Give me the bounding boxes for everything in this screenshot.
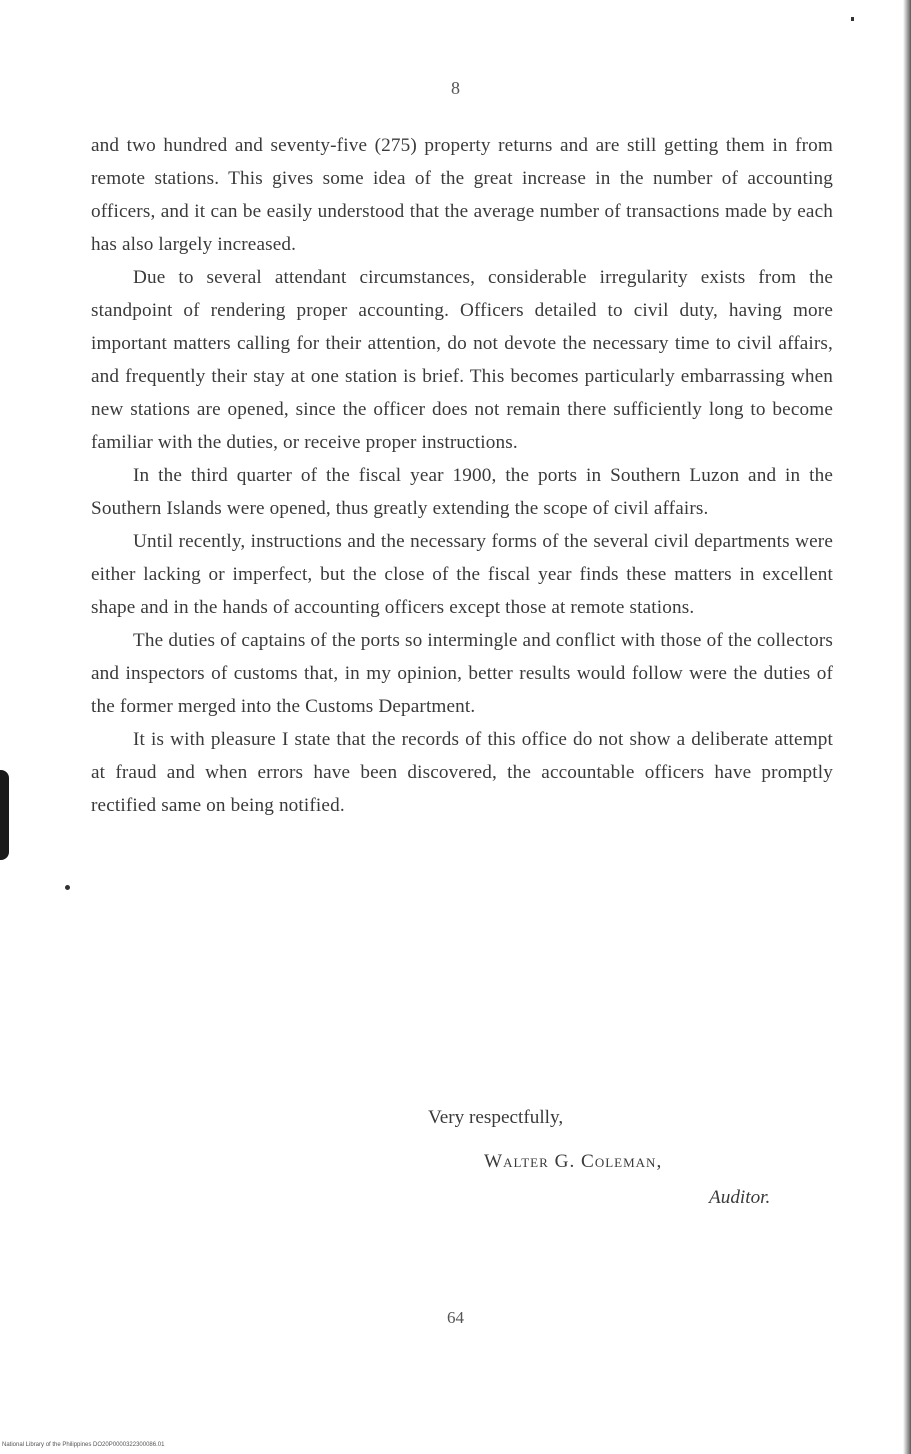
paragraph: Due to several attendant circumstances, considerable irregularity exists from the standpoint of rendering proper accounting. Officers detailed to civil duty, having more important matters calling for their attention, do not devote the necessary time to civil affairs, and frequently their stay at one station is brief. This becomes particularly embarrassing when new stations are opened, since the officer does not remain there sufficiently long to become familiar with the duties, or receive proper instructions. <box>91 267 833 453</box>
paragraph: In the third quarter of the fiscal year 1900, the ports in Southern Luzon and in the Southern Islands were opened, thus greatly extending the scope of civil affairs. <box>91 465 833 519</box>
binding-mark <box>0 770 9 860</box>
scan-credit: National Library of the Philippines DO20P0000322300086.01 <box>2 1442 165 1448</box>
page-number-top: 8 <box>451 78 460 98</box>
corner-speck <box>851 17 854 21</box>
signer-title: Auditor. <box>709 1187 771 1208</box>
paragraph: It is with pleasure I state that the records of this office do not show a deliberate attempt at fraud and when errors have been discovered, the accountable officers have promptly rectified same on being notified. <box>91 729 833 816</box>
page-number-bottom: 64 <box>447 1308 464 1327</box>
margin-dot <box>65 885 70 890</box>
body-text <box>91 129 833 822</box>
page-edge-shadow <box>903 0 911 1454</box>
salutation: Very respectfully, <box>428 1107 564 1128</box>
signer-name: Walter G. Coleman, <box>484 1151 663 1172</box>
paragraph: Until recently, instructions and the necessary forms of the several civil departments were either lacking or imperfect, but the close of the fiscal year finds these matters in excellent shape and in the hands of accounting officers except those at remote stations. <box>91 531 833 618</box>
paragraph: The duties of captains of the ports so intermingle and conflict with those of the collectors and inspectors of customs that, in my opinion, better results would follow were the duties of the former merged into the Customs Department. <box>91 630 833 717</box>
signature-block <box>0 1107 911 1217</box>
paragraph: and two hundred and seventy-five (275) property returns and are still getting them in from remote stations. This gives some idea of the great increase in the number of accounting officers, and it can be easily understood that the average number of transactions made by each has also largely increased. <box>91 135 833 255</box>
